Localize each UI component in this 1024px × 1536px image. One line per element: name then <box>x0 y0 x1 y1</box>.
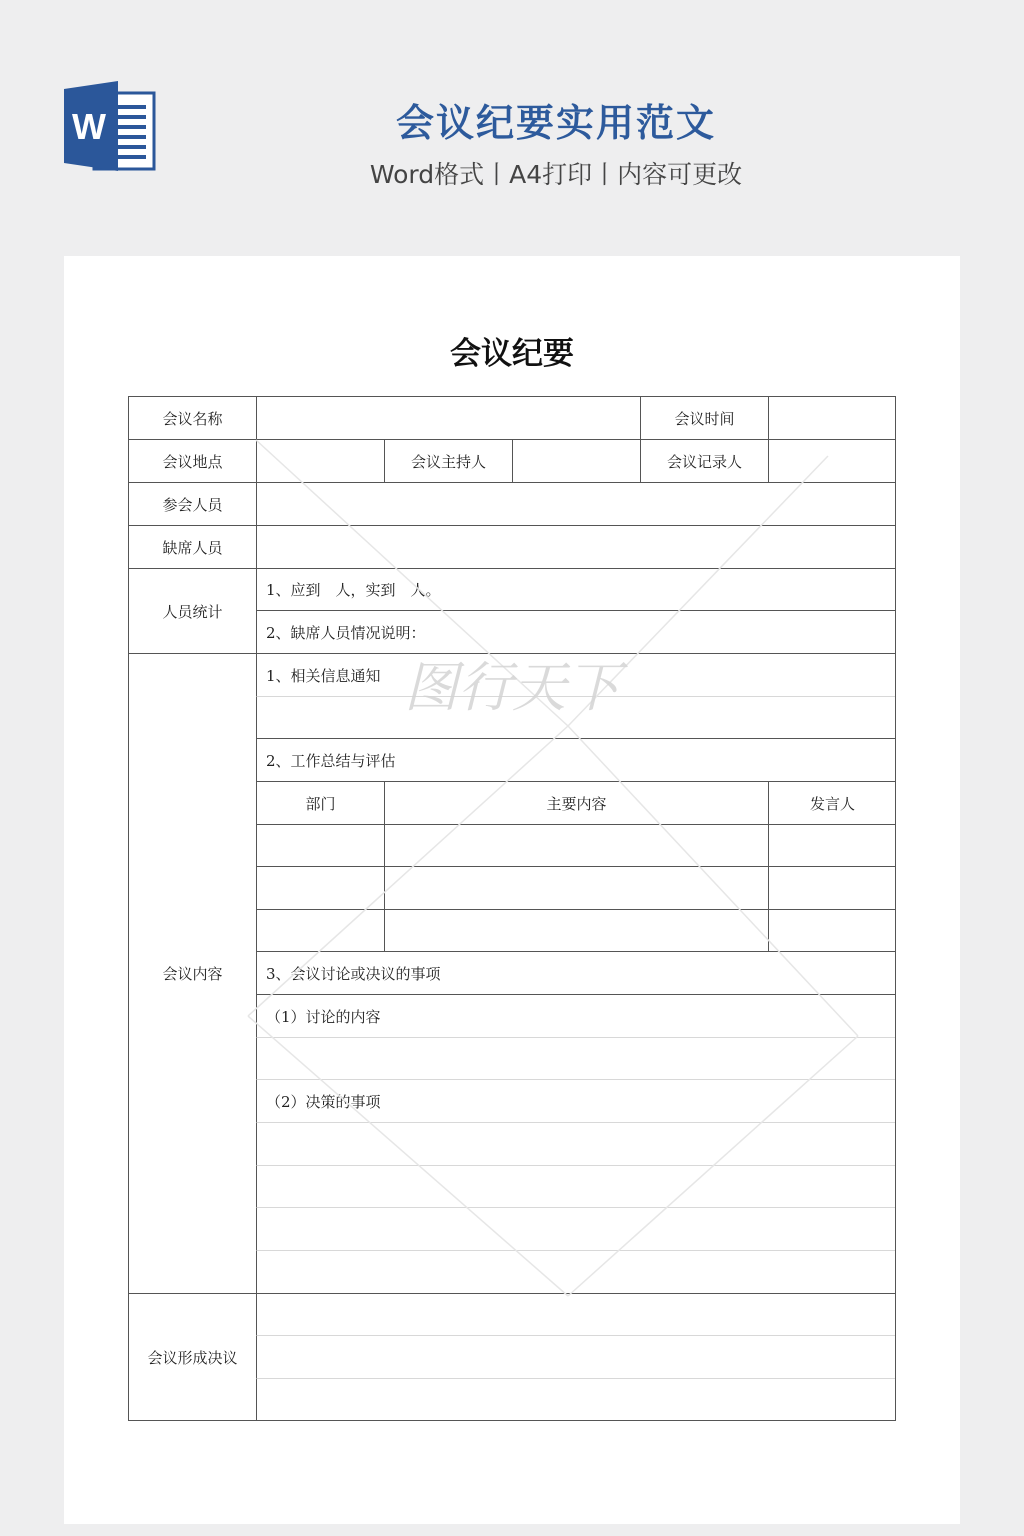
label-statistics: 人员统计 <box>128 568 256 653</box>
document-title: 会议纪要 <box>450 336 574 372</box>
label-resolution: 会议形成决议 <box>128 1293 256 1420</box>
banner <box>0 0 1024 256</box>
word-logo-letter: W <box>72 106 106 147</box>
header-speaker: 发言人 <box>768 781 896 824</box>
absentees-field[interactable] <box>256 525 896 568</box>
summary-department-cell[interactable] <box>256 909 384 951</box>
label-meeting-place: 会议地点 <box>128 439 256 482</box>
summary-speaker-cell[interactable] <box>768 866 896 909</box>
summary-content-cell[interactable] <box>384 866 768 909</box>
attendees-field[interactable] <box>256 482 896 525</box>
label-attendees: 参会人员 <box>128 482 256 525</box>
summary-content-cell[interactable] <box>384 909 768 951</box>
table-bottom-border <box>128 1420 896 1421</box>
label-host: 会议主持人 <box>384 439 512 482</box>
word-document-icon <box>64 81 156 171</box>
decided-field[interactable] <box>256 1122 896 1165</box>
summary-department-cell[interactable] <box>256 824 384 866</box>
label-meeting-time: 会议时间 <box>640 396 768 439</box>
watermark-text: 图行天下 <box>404 656 620 719</box>
statistics-line-1[interactable]: 1、应到 人，实到 人。 <box>256 568 896 610</box>
label-recorder: 会议记录人 <box>640 439 768 482</box>
resolution-field[interactable] <box>256 1335 896 1378</box>
header-main-content: 主要内容 <box>384 781 768 824</box>
discussed-subheading: （1）讨论的内容 <box>256 994 896 1037</box>
info-notice-heading: 1、相关信息通知 <box>256 653 896 696</box>
label-absentees: 缺席人员 <box>128 525 256 568</box>
decided-field[interactable] <box>256 1207 896 1250</box>
header-department: 部门 <box>256 781 384 824</box>
discussed-field[interactable] <box>256 1037 896 1079</box>
decided-field[interactable] <box>256 1250 896 1293</box>
meeting-name-field[interactable] <box>256 396 640 439</box>
work-summary-heading: 2、工作总结与评估 <box>256 738 896 781</box>
summary-speaker-cell[interactable] <box>768 909 896 951</box>
meeting-time-field[interactable] <box>768 396 896 439</box>
summary-content-cell[interactable] <box>384 824 768 866</box>
discussion-heading: 3、会议讨论或决议的事项 <box>256 951 896 994</box>
statistics-line-2[interactable]: 2、缺席人员情况说明： <box>256 610 896 653</box>
resolution-field[interactable] <box>256 1293 896 1335</box>
banner-title: 会议纪要实用范文 <box>395 101 716 145</box>
info-notice-field[interactable] <box>256 696 896 738</box>
host-field[interactable] <box>512 439 640 482</box>
resolution-field[interactable] <box>256 1378 896 1420</box>
meeting-place-field[interactable] <box>256 439 384 482</box>
banner-subtitle: Word格式丨A4打印丨内容可更改 <box>369 160 743 189</box>
summary-department-cell[interactable] <box>256 866 384 909</box>
decided-subheading: （2）决策的事项 <box>256 1079 896 1122</box>
decided-field[interactable] <box>256 1165 896 1207</box>
recorder-field[interactable] <box>768 439 896 482</box>
label-meeting-content: 会议内容 <box>128 653 256 1293</box>
label-meeting-name: 会议名称 <box>128 396 256 439</box>
table-right-border <box>895 396 896 1421</box>
summary-speaker-cell[interactable] <box>768 824 896 866</box>
